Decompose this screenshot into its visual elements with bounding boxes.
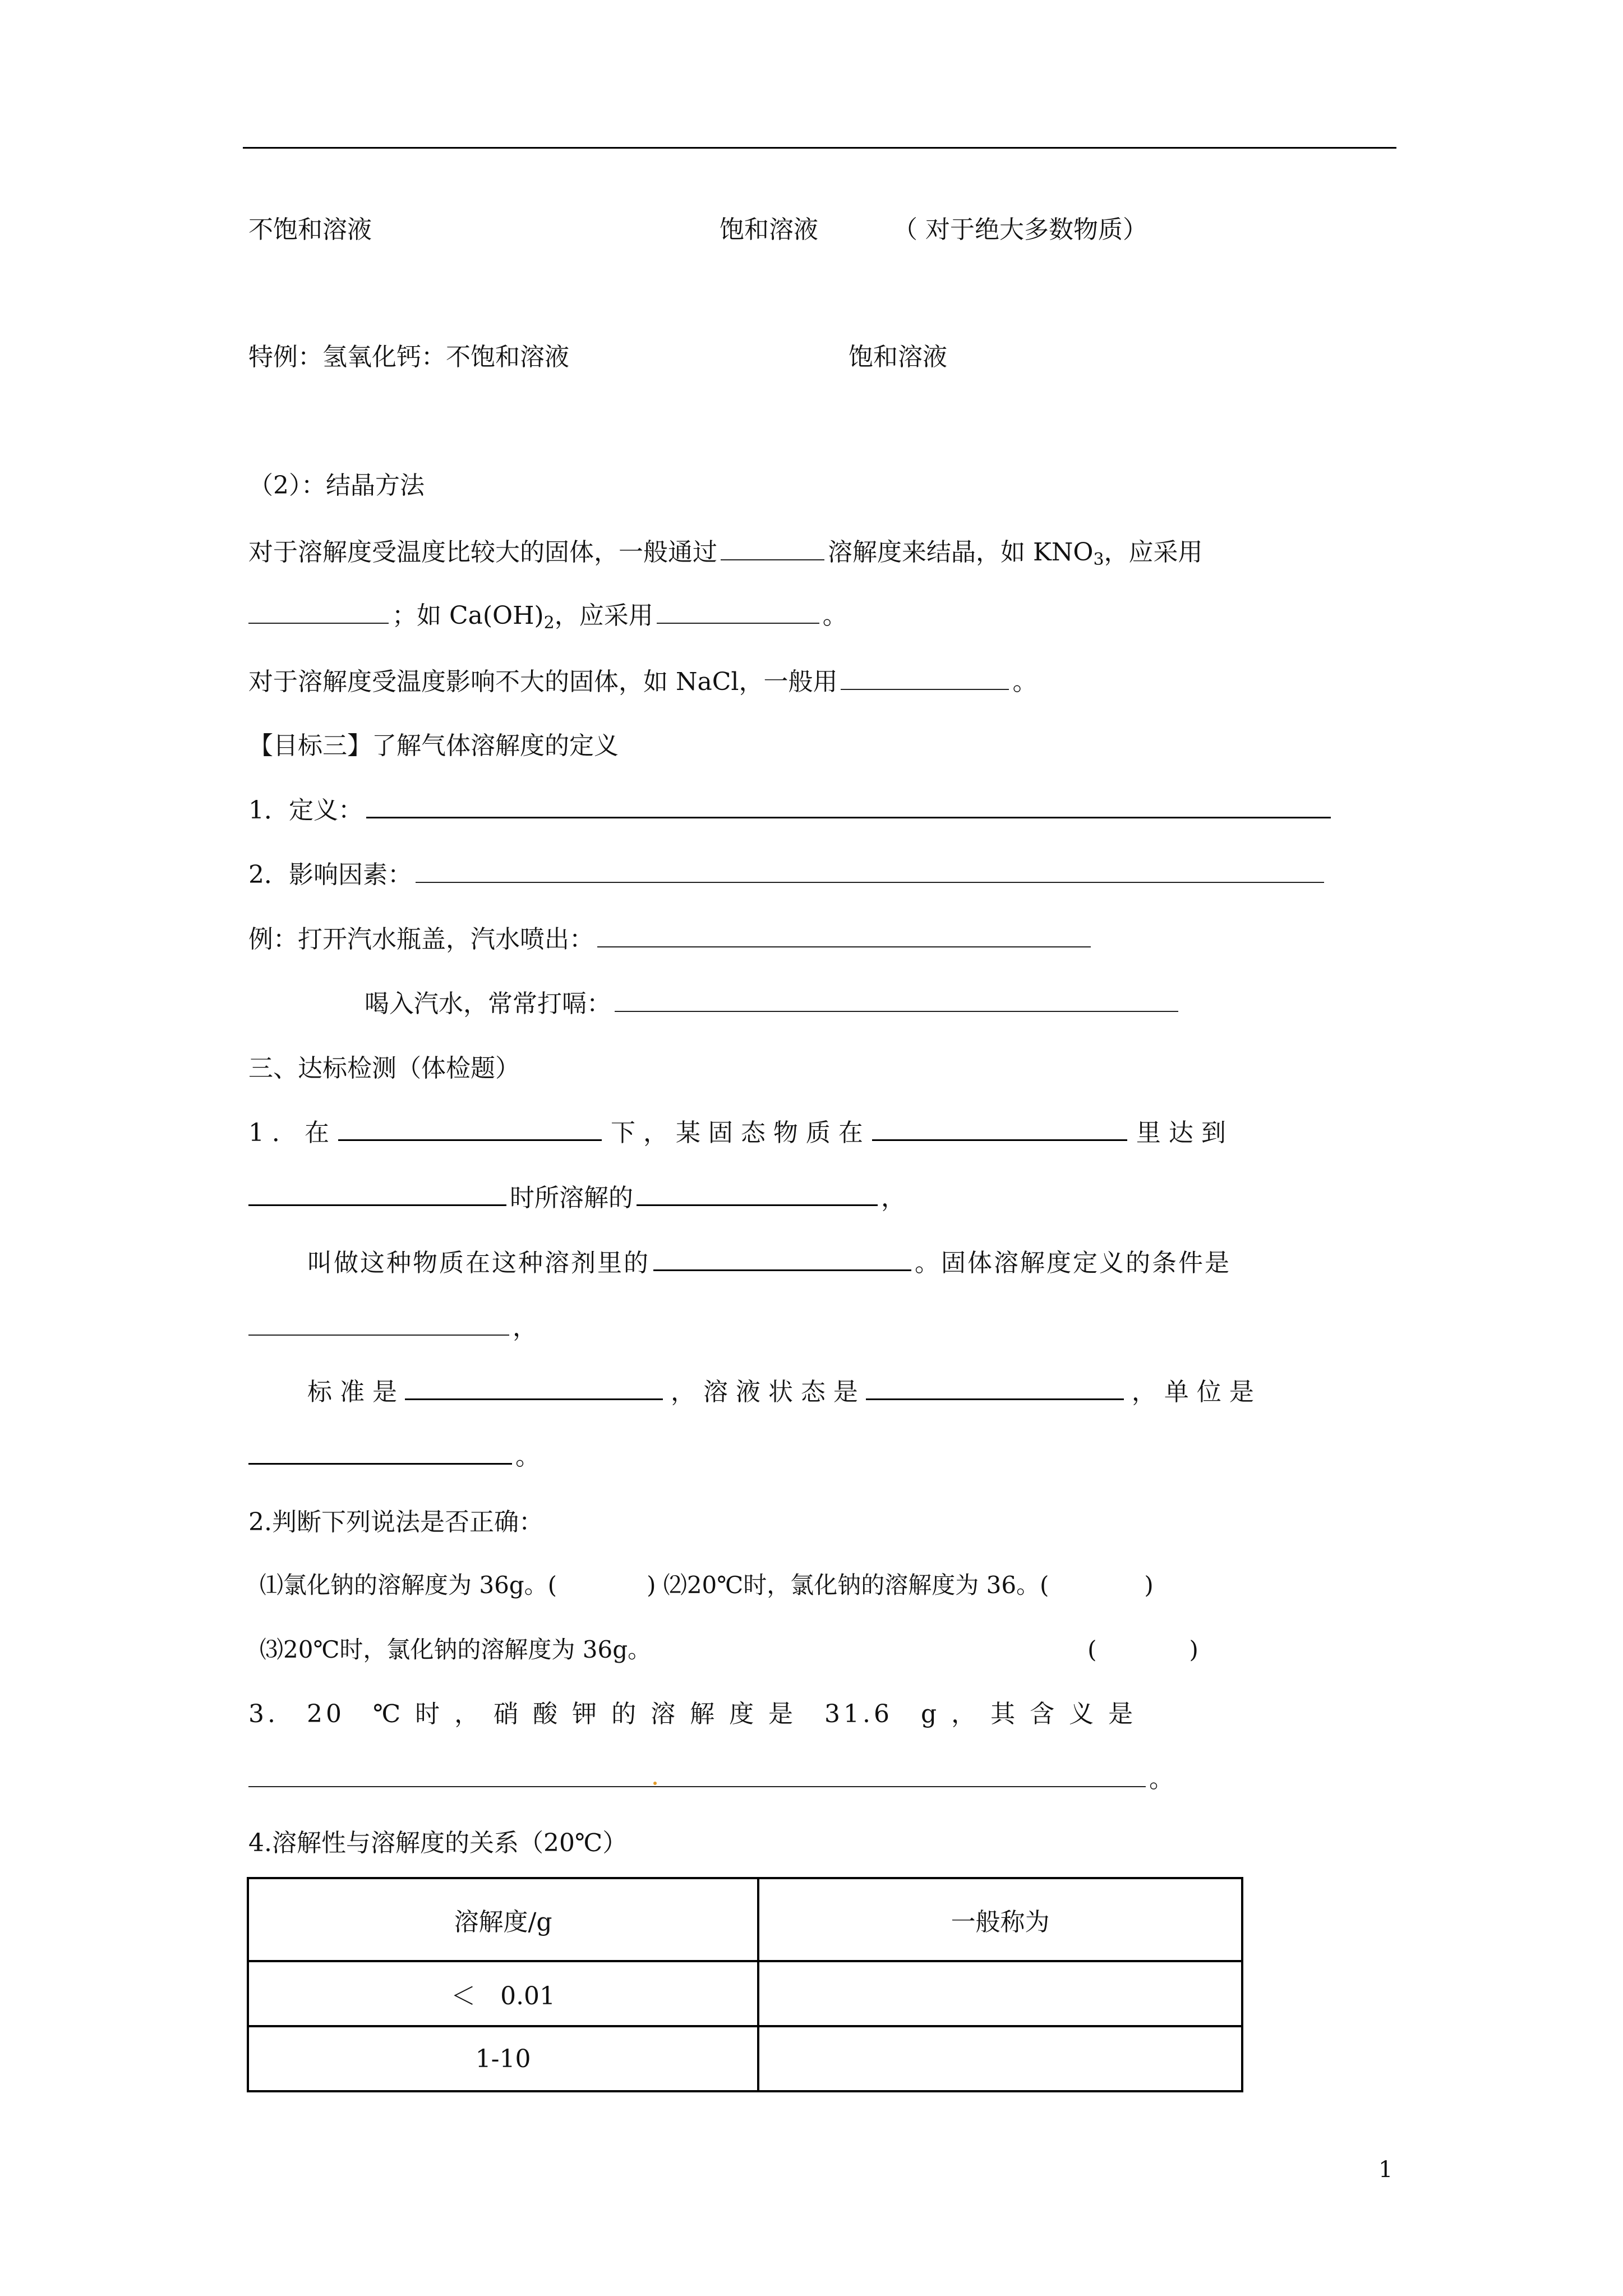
text: ， — [513, 1313, 537, 1342]
line-special-case — [248, 341, 947, 374]
line-example-2 — [365, 987, 1182, 1021]
answer-blank[interactable] — [597, 942, 1091, 947]
answer-blank[interactable] — [405, 1394, 663, 1400]
table-header-row — [248, 1878, 1242, 1961]
answer-blank[interactable] — [248, 1782, 1146, 1787]
table-cell: 1-10 — [248, 2026, 758, 2091]
answer-blank[interactable] — [248, 618, 389, 624]
text: 3. 20 ℃ 时 ， 硝 酸 钾 的 溶 解 度 是 31.6 g ， 其 含 义 是 — [248, 1700, 1137, 1728]
text: 例：打开汽水瓶盖，汽水喷出： — [248, 925, 594, 954]
text: 。固体溶解度定义的条件是 — [915, 1249, 1231, 1277]
text: ，应采用 — [1104, 538, 1203, 567]
q2-items-1-2 — [260, 1568, 1154, 1602]
text: 。 — [515, 1442, 540, 1471]
solubility-table — [247, 1877, 1243, 2092]
text: 时所溶解的 — [510, 1184, 633, 1212]
q1-line-6 — [248, 1440, 540, 1474]
heading-text: 三、达标检测（体检题） — [248, 1054, 520, 1083]
answer-blank[interactable] — [248, 1330, 509, 1336]
text: ) — [1189, 1636, 1198, 1663]
answer-blank[interactable] — [841, 684, 1009, 690]
table-header-cell: 一般称为 — [758, 1878, 1242, 1961]
text: ， — [881, 1184, 906, 1212]
answer-blank[interactable] — [248, 1458, 512, 1465]
page-number: 1 — [1378, 2157, 1393, 2183]
q1-line-3 — [307, 1246, 1231, 1280]
text: ，应采用 — [554, 601, 653, 630]
text: 1．定义： — [248, 796, 363, 825]
line-definition — [248, 794, 1334, 827]
subscript: 2 — [543, 613, 555, 633]
answer-blank[interactable] — [866, 1394, 1124, 1400]
text: ⑶20℃时，氯化钠的溶解度为 36g。 — [260, 1636, 652, 1663]
text-unsaturated: 不饱和溶液 — [248, 215, 372, 244]
text: ) — [1144, 1571, 1154, 1599]
q2-heading — [248, 1506, 543, 1539]
text: 里 达 到 — [1136, 1119, 1226, 1147]
q2-item-3 — [260, 1633, 1198, 1667]
text: ) ⑵20℃时，氯化钠的溶解度为 36。( — [647, 1571, 1049, 1599]
text: ( — [1087, 1636, 1097, 1663]
answer-blank[interactable] — [366, 812, 1331, 818]
text: ；如 Ca(OH) — [392, 601, 544, 630]
goal-three-heading — [248, 729, 619, 763]
text: 2.判断下列说法是否正确： — [248, 1508, 543, 1536]
text: 标 准 是 — [307, 1378, 397, 1406]
answer-blank[interactable] — [615, 1006, 1178, 1012]
heading-text: 【目标三】了解气体溶解度的定义 — [248, 731, 619, 760]
table-cell: ＜ 0.01 — [248, 1961, 758, 2026]
answer-blank[interactable] — [416, 877, 1324, 883]
answer-blank[interactable] — [721, 555, 824, 560]
text: 2．影响因素： — [248, 861, 412, 889]
subscript: 3 — [1093, 550, 1104, 569]
text: 溶解度来结晶，如 KNO — [828, 538, 1094, 567]
line-example-1 — [248, 923, 1094, 956]
text: ， 单 位 是 — [1131, 1378, 1254, 1406]
text: ， 溶 液 状 态 是 — [670, 1378, 858, 1406]
text-saturated-2: 饱和溶液 — [849, 343, 947, 371]
table-cell-answer[interactable] — [758, 2026, 1242, 2091]
q1-line-4 — [248, 1311, 537, 1345]
heading-text: （2）：结晶方法 — [248, 471, 425, 500]
text: 喝入汽水，常常打嗝： — [365, 990, 611, 1018]
decorative-dot — [653, 1782, 657, 1785]
answer-blank[interactable] — [338, 1135, 602, 1141]
text-saturated: 饱和溶液 — [720, 215, 818, 244]
text: ⑴氯化钠的溶解度为 36g。( — [260, 1571, 557, 1599]
table-header-cell: 溶解度/g — [248, 1878, 758, 1961]
text: 4.溶解性与溶解度的关系（20℃） — [248, 1829, 628, 1857]
table-row — [248, 2026, 1242, 2091]
text: 叫做这种物质在这种溶剂里的 — [307, 1249, 650, 1277]
line-crystallization-1 — [248, 536, 1203, 569]
text-note-most-substances: （ 对于绝大多数物质） — [893, 215, 1147, 244]
q3-line-1 — [248, 1697, 1136, 1731]
section-crystallization-heading — [248, 469, 425, 503]
header-rule — [243, 147, 1396, 149]
line-factors — [248, 858, 1327, 892]
q4-heading — [248, 1826, 627, 1860]
line-unsaturated-to-saturated — [248, 213, 1147, 247]
q1-line-2 — [248, 1181, 906, 1215]
text-special-case: 特例：氢氧化钙：不饱和溶液 — [248, 343, 569, 371]
text: 1 ． 在 — [248, 1119, 329, 1147]
text: 。 — [822, 601, 847, 630]
q1-line-1 — [248, 1116, 1226, 1150]
text: 。 — [1012, 668, 1038, 696]
text: 对于溶解度受温度比较大的固体，一般通过 — [248, 538, 717, 567]
answer-blank[interactable] — [657, 618, 819, 624]
q3-line-2 — [248, 1763, 1174, 1796]
answer-blank[interactable] — [872, 1135, 1127, 1141]
table-cell-answer[interactable] — [758, 1961, 1242, 2026]
section-three-heading — [248, 1052, 520, 1085]
line-crystallization-2 — [248, 599, 847, 633]
text: 下 ， 某 固 态 物 质 在 — [610, 1119, 863, 1147]
table-row — [248, 1961, 1242, 2026]
text: 对于溶解度受温度影响不大的固体，如 NaCl，一般用 — [248, 668, 838, 696]
answer-blank[interactable] — [653, 1265, 911, 1271]
answer-blank[interactable] — [637, 1200, 878, 1206]
line-crystallization-3 — [248, 665, 1037, 699]
q1-line-5 — [307, 1375, 1254, 1409]
text: 。 — [1149, 1765, 1174, 1793]
answer-blank[interactable] — [248, 1200, 506, 1206]
